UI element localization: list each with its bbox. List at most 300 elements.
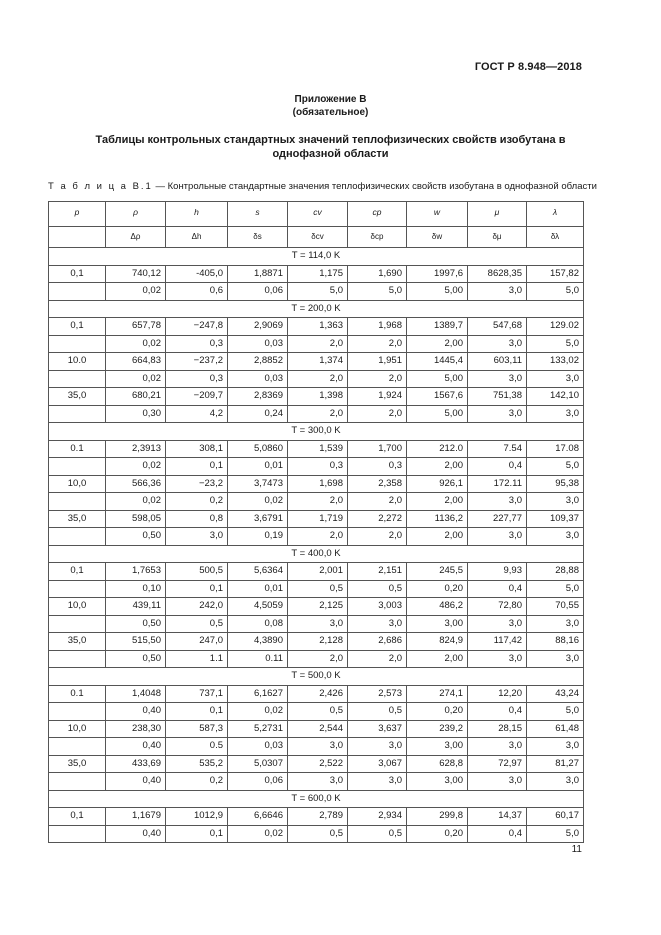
- value-cell: 3,637: [348, 720, 407, 738]
- value-cell: 598,05: [106, 510, 166, 528]
- title-line-1: Таблицы контрольных стандартных значений теплофизических свойств изобутана в: [95, 134, 566, 146]
- uncertainty-cell: 2,00: [407, 458, 468, 476]
- value-cell: 9,93: [468, 563, 527, 581]
- uncertainty-cell: 5,0: [527, 458, 584, 476]
- pressure-cell: 35,0: [49, 510, 106, 528]
- column-header: s: [228, 202, 288, 227]
- uncertainty-cell: 5,0: [527, 283, 584, 301]
- uncertainty-cell: 0,3: [288, 458, 348, 476]
- value-cell: 926,1: [407, 475, 468, 493]
- pressure-cell: 35,0: [49, 755, 106, 773]
- table-row: [49, 598, 584, 616]
- uncertainty-cell: 0,02: [106, 493, 166, 511]
- value-cell: −237,2: [166, 353, 228, 371]
- temperature-row: [49, 790, 584, 808]
- uncertainty-cell: 3,0: [468, 335, 527, 353]
- uncertainty-column-header: Δρ: [106, 227, 166, 248]
- pressure-cell: 0.1: [49, 685, 106, 703]
- uncertainty-cell: 2,0: [288, 493, 348, 511]
- uncertainty-cell: 3,0: [468, 405, 527, 423]
- uncertainty-cell: 3,0: [527, 650, 584, 668]
- column-header: h: [166, 202, 228, 227]
- column-header: p: [49, 202, 106, 227]
- value-cell: 1,8871: [228, 265, 288, 283]
- uncertainty-cell: 0,1: [166, 703, 228, 721]
- value-cell: 72,97: [468, 755, 527, 773]
- uncertainty-cell: 2,0: [348, 405, 407, 423]
- value-cell: 157,82: [527, 265, 584, 283]
- uncertainty-row: [49, 405, 584, 423]
- uncertainty-row: [49, 773, 584, 791]
- table-row: [49, 318, 584, 336]
- table-caption: [48, 181, 597, 192]
- value-cell: 1,4048: [106, 685, 166, 703]
- table-row: [49, 510, 584, 528]
- uncertainty-cell: 0,06: [228, 283, 288, 301]
- uncertainty-cell: 5,0: [527, 825, 584, 843]
- table-row: [49, 475, 584, 493]
- uncertainty-cell: 2,0: [348, 650, 407, 668]
- uncertainty-cell: 0,1: [166, 458, 228, 476]
- uncertainty-cell: 5,00: [407, 283, 468, 301]
- value-cell: 2,544: [288, 720, 348, 738]
- uncertainty-cell: 0,02: [228, 493, 288, 511]
- value-cell: 2,686: [348, 633, 407, 651]
- value-cell: 5,0860: [228, 440, 288, 458]
- uncertainty-cell: 3,0: [527, 370, 584, 388]
- value-cell: 824,9: [407, 633, 468, 651]
- uncertainty-cell: 0,20: [407, 580, 468, 598]
- uncertainty-cell: 3,0: [468, 528, 527, 546]
- temperature-row: [49, 300, 584, 318]
- value-cell: 245,5: [407, 563, 468, 581]
- temperature-row: [49, 423, 584, 441]
- table-row: [49, 388, 584, 406]
- empty-cell: [49, 283, 106, 301]
- uncertainty-cell: 0,4: [468, 703, 527, 721]
- uncertainty-cell: 0,1: [166, 825, 228, 843]
- value-cell: 28,15: [468, 720, 527, 738]
- value-cell: 117,42: [468, 633, 527, 651]
- value-cell: 2,426: [288, 685, 348, 703]
- value-cell: 5,0307: [228, 755, 288, 773]
- uncertainty-cell: 3,0: [527, 773, 584, 791]
- temperature-label: T = 600,0 K: [49, 790, 584, 808]
- uncertainty-row: [49, 528, 584, 546]
- uncertainty-cell: 0,08: [228, 615, 288, 633]
- uncertainty-cell: 0.5: [166, 738, 228, 756]
- value-cell: 72,80: [468, 598, 527, 616]
- page-number: 11: [571, 844, 582, 855]
- value-cell: 2,3913: [106, 440, 166, 458]
- value-cell: 238,30: [106, 720, 166, 738]
- temperature-row: [49, 248, 584, 266]
- value-cell: 1,700: [348, 440, 407, 458]
- value-cell: 3,003: [348, 598, 407, 616]
- value-cell: 1997,6: [407, 265, 468, 283]
- value-cell: 657,78: [106, 318, 166, 336]
- uncertainty-cell: 0,03: [228, 370, 288, 388]
- uncertainty-header-row: [49, 227, 584, 248]
- uncertainty-cell: 2,00: [407, 650, 468, 668]
- uncertainty-cell: 2,00: [407, 493, 468, 511]
- empty-cell: [49, 738, 106, 756]
- value-cell: 547,68: [468, 318, 527, 336]
- table-row: [49, 265, 584, 283]
- pressure-cell: 0,1: [49, 563, 106, 581]
- uncertainty-cell: 2,0: [348, 335, 407, 353]
- uncertainty-cell: 0,02: [106, 370, 166, 388]
- uncertainty-cell: 3,0: [348, 738, 407, 756]
- uncertainty-cell: 2,00: [407, 528, 468, 546]
- uncertainty-cell: 3,0: [348, 615, 407, 633]
- uncertainty-cell: 0,02: [106, 283, 166, 301]
- uncertainty-column-header: δw: [407, 227, 468, 248]
- value-cell: 515,50: [106, 633, 166, 651]
- pressure-cell: 0,1: [49, 808, 106, 826]
- table-row: [49, 633, 584, 651]
- value-cell: 1,951: [348, 353, 407, 371]
- uncertainty-cell: 0,40: [106, 773, 166, 791]
- value-cell: 2,522: [288, 755, 348, 773]
- uncertainty-cell: 0,2: [166, 493, 228, 511]
- value-cell: 1,7653: [106, 563, 166, 581]
- value-cell: 239,2: [407, 720, 468, 738]
- empty-cell: [49, 335, 106, 353]
- value-cell: 566,36: [106, 475, 166, 493]
- table-row: [49, 563, 584, 581]
- table-row: [49, 755, 584, 773]
- temperature-label: T = 500,0 K: [49, 668, 584, 686]
- uncertainty-cell: 3,0: [527, 405, 584, 423]
- uncertainty-row: [49, 703, 584, 721]
- uncertainty-cell: 3,0: [527, 493, 584, 511]
- uncertainty-row: [49, 580, 584, 598]
- uncertainty-cell: 0,03: [228, 738, 288, 756]
- value-cell: 1,698: [288, 475, 348, 493]
- uncertainty-cell: 2,0: [348, 370, 407, 388]
- temperature-label: T = 114,0 K: [49, 248, 584, 266]
- value-cell: 3,067: [348, 755, 407, 773]
- uncertainty-cell: 2,0: [348, 493, 407, 511]
- value-cell: 2,934: [348, 808, 407, 826]
- value-cell: 439,11: [106, 598, 166, 616]
- temperature-label: T = 400,0 K: [49, 545, 584, 563]
- value-cell: 2,125: [288, 598, 348, 616]
- uncertainty-cell: 3,0: [166, 528, 228, 546]
- table-row: [49, 440, 584, 458]
- value-cell: 28,88: [527, 563, 584, 581]
- uncertainty-cell: 0,20: [407, 825, 468, 843]
- uncertainty-cell: 3,0: [468, 493, 527, 511]
- value-cell: 1,968: [348, 318, 407, 336]
- value-cell: 1,363: [288, 318, 348, 336]
- value-cell: 1012,9: [166, 808, 228, 826]
- value-cell: 1,1679: [106, 808, 166, 826]
- value-cell: 740,12: [106, 265, 166, 283]
- uncertainty-cell: 0,10: [106, 580, 166, 598]
- uncertainty-cell: 2,0: [288, 335, 348, 353]
- uncertainty-cell: 0,4: [468, 825, 527, 843]
- uncertainty-row: [49, 493, 584, 511]
- uncertainty-cell: 0,01: [228, 458, 288, 476]
- empty-cell: [49, 493, 106, 511]
- value-cell: −247,8: [166, 318, 228, 336]
- column-header: μ: [468, 202, 527, 227]
- value-cell: 2,001: [288, 563, 348, 581]
- value-cell: 212.0: [407, 440, 468, 458]
- uncertainty-cell: 0,4: [468, 580, 527, 598]
- value-cell: 274,1: [407, 685, 468, 703]
- value-cell: 4,5059: [228, 598, 288, 616]
- value-cell: −209,7: [166, 388, 228, 406]
- pressure-cell: 0,1: [49, 318, 106, 336]
- empty-cell: [49, 615, 106, 633]
- value-cell: 1,374: [288, 353, 348, 371]
- uncertainty-cell: 0,01: [228, 580, 288, 598]
- uncertainty-cell: 0,5: [348, 825, 407, 843]
- value-cell: 2,272: [348, 510, 407, 528]
- uncertainty-row: [49, 458, 584, 476]
- value-cell: 4,3890: [228, 633, 288, 651]
- uncertainty-cell: 0,24: [228, 405, 288, 423]
- uncertainty-row: [49, 335, 584, 353]
- uncertainty-column-header: Δh: [166, 227, 228, 248]
- uncertainty-cell: 5,0: [527, 335, 584, 353]
- value-cell: 1445,4: [407, 353, 468, 371]
- temperature-row: [49, 668, 584, 686]
- pressure-cell: 0,1: [49, 265, 106, 283]
- empty-cell: [49, 405, 106, 423]
- uncertainty-cell: 3,00: [407, 738, 468, 756]
- column-header: λ: [527, 202, 584, 227]
- value-cell: 1567,6: [407, 388, 468, 406]
- value-cell: 2,151: [348, 563, 407, 581]
- uncertainty-cell: 2,00: [407, 335, 468, 353]
- standard-id: ГОСТ Р 8.948—2018: [474, 61, 582, 73]
- column-header: cv: [288, 202, 348, 227]
- uncertainty-cell: 0,5: [288, 703, 348, 721]
- uncertainty-cell: 0,5: [288, 580, 348, 598]
- value-cell: 751,38: [468, 388, 527, 406]
- value-cell: 247,0: [166, 633, 228, 651]
- uncertainty-cell: 0,5: [166, 615, 228, 633]
- empty-cell: [49, 825, 106, 843]
- uncertainty-column-header: δλ: [527, 227, 584, 248]
- value-cell: 1,539: [288, 440, 348, 458]
- value-cell: 227,77: [468, 510, 527, 528]
- appendix-label: Приложение В: [294, 94, 367, 105]
- uncertainty-cell: 0,2: [166, 773, 228, 791]
- uncertainty-cell: 0,5: [348, 580, 407, 598]
- uncertainty-row: [49, 283, 584, 301]
- uncertainty-cell: 2,0: [288, 650, 348, 668]
- value-cell: 433,69: [106, 755, 166, 773]
- value-cell: 88,16: [527, 633, 584, 651]
- header-row: [49, 202, 584, 227]
- value-cell: 1136,2: [407, 510, 468, 528]
- value-cell: 2,789: [288, 808, 348, 826]
- uncertainty-cell: 2,0: [288, 370, 348, 388]
- uncertainty-cell: 0,02: [228, 703, 288, 721]
- pressure-cell: 10,0: [49, 598, 106, 616]
- uncertainty-cell: 3,0: [468, 650, 527, 668]
- uncertainty-cell: 5,0: [527, 580, 584, 598]
- value-cell: 587,3: [166, 720, 228, 738]
- uncertainty-row: [49, 738, 584, 756]
- value-cell: 0,8: [166, 510, 228, 528]
- uncertainty-cell: 3,0: [468, 738, 527, 756]
- uncertainty-cell: 3,0: [468, 773, 527, 791]
- value-cell: 142,10: [527, 388, 584, 406]
- value-cell: -405,0: [166, 265, 228, 283]
- uncertainty-cell: 0,5: [288, 825, 348, 843]
- value-cell: 7.54: [468, 440, 527, 458]
- uncertainty-row: [49, 650, 584, 668]
- uncertainty-cell: 3,0: [288, 615, 348, 633]
- caption-text: — Контрольные стандартные значения теплофизических свойств изобутана в однофазной области: [152, 181, 597, 192]
- empty-cell: [49, 458, 106, 476]
- uncertainty-cell: 2,0: [288, 528, 348, 546]
- value-cell: 664,83: [106, 353, 166, 371]
- column-header: ρ: [106, 202, 166, 227]
- uncertainty-cell: 0,02: [106, 458, 166, 476]
- empty-cell: [49, 580, 106, 598]
- value-cell: 5,6364: [228, 563, 288, 581]
- value-cell: 308,1: [166, 440, 228, 458]
- empty-cell: [49, 703, 106, 721]
- uncertainty-cell: 0,02: [106, 335, 166, 353]
- value-cell: 6,6646: [228, 808, 288, 826]
- uncertainty-cell: 0,5: [348, 703, 407, 721]
- value-cell: 299,8: [407, 808, 468, 826]
- value-cell: −23,2: [166, 475, 228, 493]
- uncertainty-row: [49, 615, 584, 633]
- table-row: [49, 685, 584, 703]
- value-cell: 628,8: [407, 755, 468, 773]
- value-cell: 3,7473: [228, 475, 288, 493]
- uncertainty-cell: 0,3: [166, 370, 228, 388]
- value-cell: 43,24: [527, 685, 584, 703]
- value-cell: 1389,7: [407, 318, 468, 336]
- uncertainty-cell: 0,50: [106, 650, 166, 668]
- temperature-row: [49, 545, 584, 563]
- temperature-label: T = 200,0 K: [49, 300, 584, 318]
- uncertainty-cell: 0,3: [348, 458, 407, 476]
- uncertainty-cell: 5,0: [527, 703, 584, 721]
- value-cell: 2,9069: [228, 318, 288, 336]
- value-cell: 81,27: [527, 755, 584, 773]
- value-cell: 3,6791: [228, 510, 288, 528]
- uncertainty-cell: 3,0: [527, 615, 584, 633]
- uncertainty-cell: 5,00: [407, 370, 468, 388]
- uncertainty-cell: 0,1: [166, 580, 228, 598]
- uncertainty-cell: 3,0: [288, 738, 348, 756]
- pressure-cell: 10.0: [49, 353, 106, 371]
- uncertainty-column-header: δcv: [288, 227, 348, 248]
- uncertainty-cell: 2,0: [288, 405, 348, 423]
- value-cell: 242,0: [166, 598, 228, 616]
- empty-cell: [49, 370, 106, 388]
- appendix-heading: [0, 93, 661, 119]
- value-cell: 70,55: [527, 598, 584, 616]
- uncertainty-column-header: δμ: [468, 227, 527, 248]
- uncertainty-cell: 0,20: [407, 703, 468, 721]
- value-cell: 680,21: [106, 388, 166, 406]
- uncertainty-cell: 0,50: [106, 528, 166, 546]
- uncertainty-cell: 3,00: [407, 615, 468, 633]
- uncertainty-cell: 0,19: [228, 528, 288, 546]
- value-cell: 95,38: [527, 475, 584, 493]
- uncertainty-cell: 3,0: [527, 738, 584, 756]
- empty-cell: [49, 650, 106, 668]
- value-cell: 109,37: [527, 510, 584, 528]
- value-cell: 2,8852: [228, 353, 288, 371]
- uncertainty-cell: 2,0: [348, 528, 407, 546]
- properties-table: [48, 201, 584, 843]
- value-cell: 1,719: [288, 510, 348, 528]
- value-cell: 8628,35: [468, 265, 527, 283]
- value-cell: 2,128: [288, 633, 348, 651]
- empty-cell: [49, 773, 106, 791]
- value-cell: 17.08: [527, 440, 584, 458]
- uncertainty-cell: 0,02: [228, 825, 288, 843]
- value-cell: 1,690: [348, 265, 407, 283]
- uncertainty-cell: 5,00: [407, 405, 468, 423]
- uncertainty-cell: 0,40: [106, 825, 166, 843]
- pressure-cell: 35,0: [49, 388, 106, 406]
- table-row: [49, 353, 584, 371]
- uncertainty-cell: 3,0: [527, 528, 584, 546]
- title-line-2: однофазной области: [272, 148, 389, 160]
- uncertainty-cell: 3,0: [288, 773, 348, 791]
- value-cell: 60,17: [527, 808, 584, 826]
- uncertainty-cell: 5,0: [288, 283, 348, 301]
- uncertainty-cell: 4,2: [166, 405, 228, 423]
- uncertainty-cell: 0,30: [106, 405, 166, 423]
- pressure-cell: 35,0: [49, 633, 106, 651]
- column-header: w: [407, 202, 468, 227]
- uncertainty-column-header: [49, 227, 106, 248]
- uncertainty-row: [49, 825, 584, 843]
- uncertainty-cell: 0.11: [228, 650, 288, 668]
- value-cell: 12,20: [468, 685, 527, 703]
- pressure-cell: 10,0: [49, 720, 106, 738]
- uncertainty-cell: 0,06: [228, 773, 288, 791]
- uncertainty-row: [49, 370, 584, 388]
- table-row: [49, 720, 584, 738]
- value-cell: 603,11: [468, 353, 527, 371]
- value-cell: 172.11: [468, 475, 527, 493]
- value-cell: 61,48: [527, 720, 584, 738]
- uncertainty-cell: 1.1: [166, 650, 228, 668]
- uncertainty-cell: 0,40: [106, 738, 166, 756]
- uncertainty-cell: 0,40: [106, 703, 166, 721]
- value-cell: 737,1: [166, 685, 228, 703]
- value-cell: 500,5: [166, 563, 228, 581]
- uncertainty-cell: 3,0: [348, 773, 407, 791]
- value-cell: 1,175: [288, 265, 348, 283]
- column-header: cp: [348, 202, 407, 227]
- uncertainty-cell: 3,00: [407, 773, 468, 791]
- document-title: [0, 133, 661, 161]
- uncertainty-cell: 0,3: [166, 335, 228, 353]
- value-cell: 535,2: [166, 755, 228, 773]
- temperature-label: T = 300,0 K: [49, 423, 584, 441]
- appendix-status: (обязательное): [292, 107, 369, 118]
- value-cell: 2,573: [348, 685, 407, 703]
- value-cell: 5,2731: [228, 720, 288, 738]
